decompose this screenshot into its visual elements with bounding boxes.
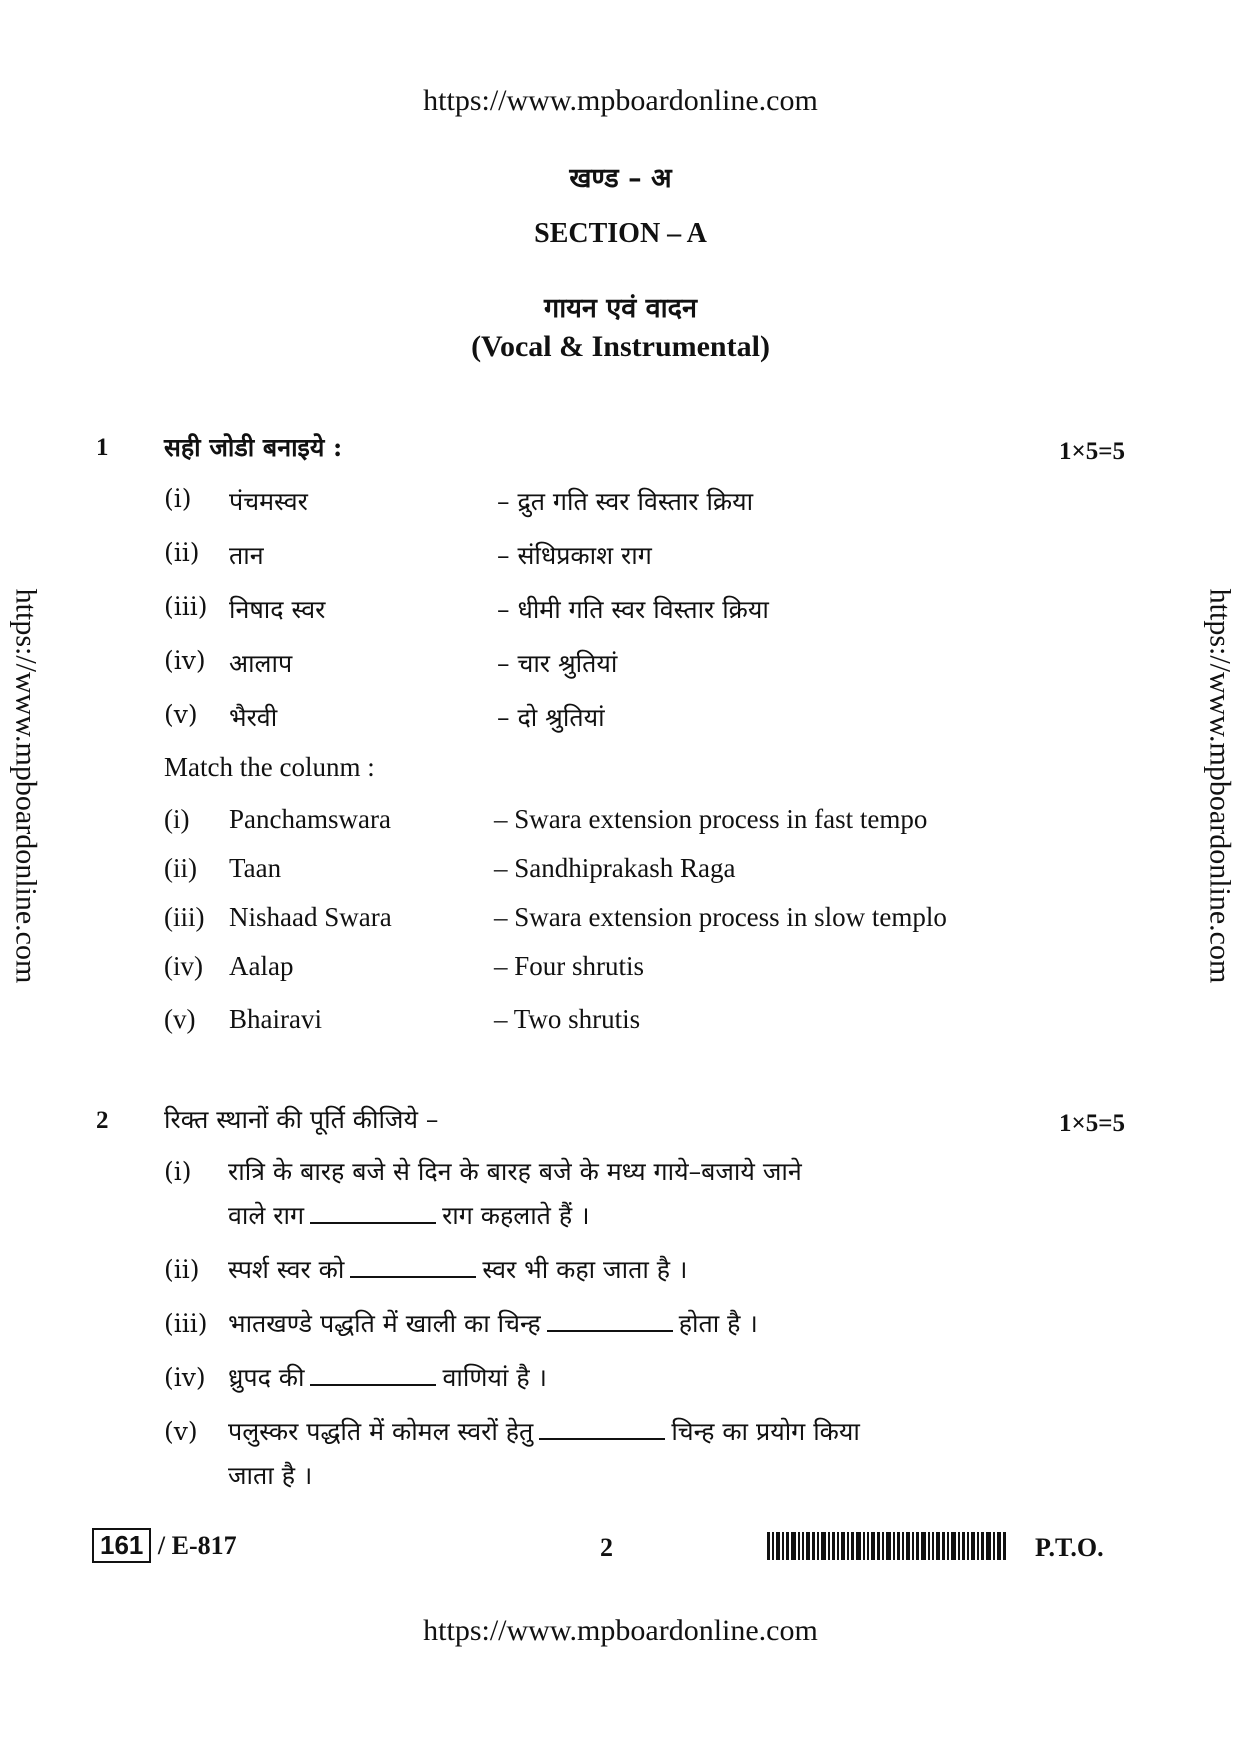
item-number: (v) — [164, 1004, 196, 1034]
item-number: (iii) — [164, 592, 208, 621]
question-1-prompt-hindi: सही जोडी बनाइये : — [164, 433, 343, 462]
fill-before: स्पर्श स्वर को — [228, 1255, 345, 1284]
match-left: निषाद स्वर — [229, 595, 326, 624]
match-row-english — [164, 951, 1044, 991]
match-right: – Swara extension process in slow templo — [494, 902, 947, 932]
fill-before: भातखण्डे पद्धति में खाली का चिन्ह — [228, 1309, 541, 1338]
barcode-icon — [767, 1532, 1007, 1560]
question-2-prompt: रिक्त स्थानों की पूर्ति कीजिये – — [164, 1105, 439, 1134]
match-row-english — [164, 902, 1044, 942]
match-right: – दो श्रुतियां — [497, 703, 605, 732]
fill-after: वाणियां है । — [442, 1363, 548, 1392]
question-2-number: 2 — [96, 1107, 109, 1134]
match-row-hindi — [164, 700, 1044, 740]
item-number: (i) — [164, 484, 192, 513]
paper-code-box: 161 — [92, 1528, 151, 1563]
match-left: पंचमस्वर — [229, 487, 308, 516]
blank-line — [350, 1256, 476, 1278]
match-left: Panchamswara — [229, 804, 391, 834]
match-right: – संधिप्रकाश राग — [497, 541, 652, 570]
match-right: – Sandhiprakash Raga — [494, 853, 736, 883]
match-row-english — [164, 1004, 1044, 1044]
fill-before: ध्रुपद की — [228, 1363, 305, 1392]
fill-line-2: जाता है । — [228, 1461, 313, 1490]
match-right: – Two shrutis — [494, 1004, 641, 1034]
match-right: – Swara extension process in fast tempo — [494, 804, 928, 834]
section-title-hindi: खण्ड – अ — [569, 163, 672, 194]
match-left: Aalap — [229, 951, 294, 981]
match-left: Taan — [229, 853, 282, 883]
match-right: – द्रुत गति स्वर विस्तार क्रिया — [497, 487, 754, 516]
fill-after: होता है । — [678, 1309, 758, 1338]
match-right: – धीमी गति स्वर विस्तार क्रिया — [497, 595, 769, 624]
item-number: (ii) — [164, 538, 200, 567]
item-number: (i) — [164, 1157, 192, 1186]
fill-after: राग कहलाते हैं । — [442, 1201, 590, 1230]
match-right: – चार श्रुतियां — [497, 649, 618, 678]
blank-line — [310, 1364, 436, 1386]
item-number: (ii) — [164, 853, 197, 883]
fill-before: पलुस्कर पद्धति में कोमल स्वरों हेतु — [228, 1417, 534, 1446]
side-url-right: https://www.mpboardonline.com — [1203, 588, 1237, 984]
match-row-hindi — [164, 538, 1044, 578]
fill-after: चिन्ह का प्रयोग किया — [671, 1417, 860, 1446]
blank-line — [310, 1202, 436, 1224]
match-left: Bhairavi — [229, 1004, 322, 1034]
fill-line-1: रात्रि के बारह बजे से दिन के बारह बजे के मध्य गाये–बजाये जाने — [228, 1157, 802, 1186]
blank-line — [547, 1310, 673, 1332]
exam-code: / E-817 — [157, 1531, 237, 1560]
fill-before: वाले राग — [228, 1201, 305, 1230]
fill-after: स्वर भी कहा जाता है । — [482, 1255, 688, 1284]
match-row-hindi — [164, 592, 1044, 632]
match-row-english — [164, 804, 1044, 844]
item-number: (v) — [164, 1417, 198, 1446]
fill-line-2 — [228, 1194, 1048, 1238]
fill-line-1 — [228, 1410, 1048, 1454]
item-number: (iii) — [164, 902, 205, 932]
match-left: Nishaad Swara — [229, 902, 392, 932]
item-number: (i) — [164, 804, 190, 834]
match-right: – Four shrutis — [494, 951, 645, 981]
item-number: (iv) — [164, 646, 206, 675]
item-number: (iv) — [164, 951, 203, 981]
match-left: भैरवी — [229, 703, 278, 732]
item-number: (iii) — [164, 1309, 208, 1338]
header-url: https://www.mpboardonline.com — [423, 84, 818, 117]
page-number: 2 — [600, 1533, 613, 1562]
footer-url: https://www.mpboardonline.com — [423, 1614, 818, 1647]
pto-label: P.T.O. — [1035, 1533, 1104, 1562]
section-subtitle-english: (Vocal & Instrumental) — [471, 330, 770, 363]
match-row-english — [164, 853, 1044, 893]
question-1-prompt-english: Match the colunm : — [164, 752, 375, 782]
match-left: तान — [229, 541, 264, 570]
section-title-english: SECTION – A — [534, 218, 707, 249]
match-row-hindi — [164, 484, 1044, 524]
section-subtitle-hindi: गायन एवं वादन — [544, 293, 697, 324]
question-1-marks: 1×5=5 — [1059, 438, 1125, 465]
question-1-number: 1 — [96, 434, 109, 461]
item-number: (iv) — [164, 1363, 206, 1392]
match-left: आलाप — [229, 649, 293, 678]
paper-code — [92, 1528, 237, 1563]
item-number: (ii) — [164, 1255, 200, 1284]
blank-line — [539, 1418, 665, 1440]
side-url-left: https://www.mpboardonline.com — [9, 588, 43, 984]
item-number: (v) — [164, 700, 198, 729]
question-2-marks: 1×5=5 — [1059, 1110, 1125, 1137]
match-row-hindi — [164, 646, 1044, 686]
